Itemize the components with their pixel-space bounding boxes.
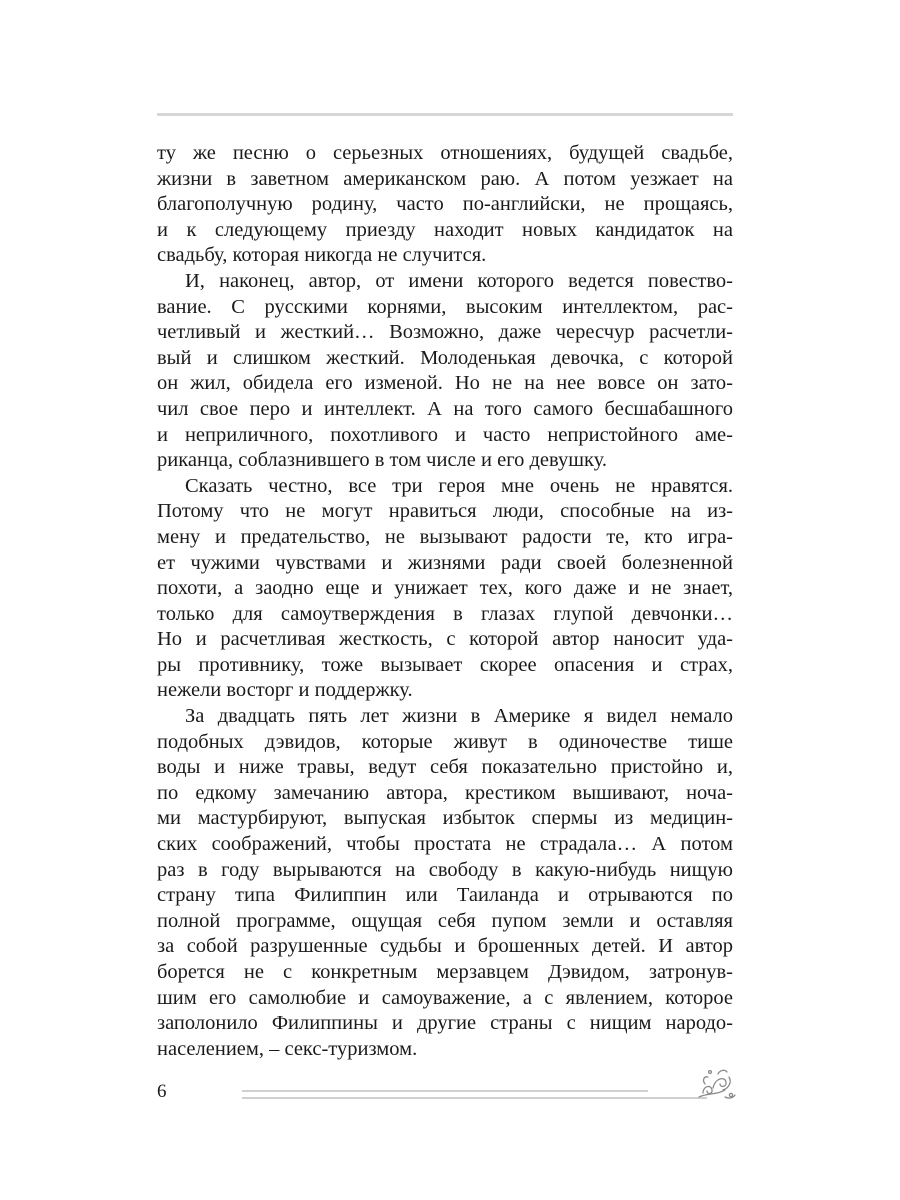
text-line: и неприличного, похотливого и часто непристойного аме-	[157, 423, 733, 446]
text-line: И, наконец, автор, от имени которого ведется повество-	[185, 269, 733, 292]
paragraph	[157, 141, 733, 269]
text-line: ры противнику, тоже вызывает скорее опасения и страх,	[157, 653, 733, 676]
text-line: за собой разрушенные судьбы и брошенных детей. И автор	[157, 935, 733, 958]
text-line: вание. С русскими корнями, высоким интеллектом, рас-	[157, 295, 733, 318]
text-line: благополучную родину, часто по-английски, не прощаясь,	[157, 193, 733, 216]
text-line: населением, – секс-туризмом.	[157, 1037, 418, 1060]
paragraph	[157, 269, 733, 474]
text-line: чил свое перо и интеллект. А на того самого бесшабашного	[157, 397, 733, 420]
body-text	[157, 141, 733, 1062]
text-line: риканца, соблазнившего в том числе и его девушку.	[157, 449, 608, 472]
text-line: шим его самолюбие и самоуважение, а с явлением, которое	[157, 986, 733, 1009]
text-line: четливый и жесткий… Возможно, даже чересчур расчетли-	[157, 321, 733, 344]
text-line: страну типа Филиппин или Таиланда и отрываются по	[157, 884, 733, 907]
text-line: мену и предательство, не вызывают радости те, кто игра-	[157, 525, 733, 548]
text-line: жизни в заветном американском раю. А потом уезжает на	[157, 167, 733, 190]
text-line: ских соображений, чтобы простата не страдала… А потом	[157, 833, 733, 856]
paragraph	[157, 704, 733, 1062]
text-line: Но и расчетливая жесткость, с которой автор наносит уда-	[157, 628, 733, 651]
text-line: воды и ниже травы, ведут себя показательно пристойно и,	[157, 756, 733, 779]
page-number: 6	[157, 1081, 167, 1102]
floral-ornament-icon	[693, 1064, 737, 1104]
text-line: Потому что не могут нравиться люди, способные на из-	[157, 500, 733, 523]
paragraph	[157, 474, 733, 704]
text-line: За двадцать пять лет жизни в Америке я видел немало	[185, 705, 733, 728]
text-line: заполонило Филиппины и другие страны с нищим народо-	[157, 1012, 733, 1035]
text-line: полной программе, ощущая себя пупом земли и оставляя	[157, 909, 733, 932]
text-line: ет чужими чувствами и жизнями ради своей болезненной	[157, 551, 733, 574]
text-line: вый и слишком жесткий. Молоденькая девочка, с которой	[157, 346, 733, 369]
text-line: нежели восторг и поддержку.	[157, 679, 413, 702]
text-line: раз в году вырываются на свободу в какую-нибудь нищую	[157, 858, 733, 881]
text-line: ту же песню о серьезных отношениях, будущей свадьбе,	[157, 142, 733, 164]
text-line: и к следующему приезду находит новых кандидаток на	[157, 218, 733, 241]
text-line: похоти, а заодно еще и унижает тех, кого даже и не знает,	[157, 577, 733, 600]
text-line: свадьбу, которая никогда не случится.	[157, 244, 487, 267]
text-line: Сказать честно, все три героя мне очень не нравятся.	[185, 474, 733, 497]
top-divider	[157, 113, 733, 116]
text-line: он жил, обидела его изменой. Но не на нее вовсе он зато-	[157, 372, 733, 395]
text-line: ми мастурбируют, выпуская избыток спермы из медицин-	[157, 807, 733, 830]
footer-divider-lower	[242, 1097, 707, 1099]
text-line: борется не с конкретным мерзавцем Дэвидом, затронув-	[157, 961, 733, 983]
text-line: по едкому замечанию автора, крестиком вышивают, ноча-	[157, 781, 733, 804]
footer-divider-upper	[242, 1090, 648, 1092]
text-line: подобных дэвидов, которые живут в одиночестве тише	[157, 730, 733, 753]
text-line: только для самоутверждения в глазах глупой девчонки…	[157, 602, 733, 625]
